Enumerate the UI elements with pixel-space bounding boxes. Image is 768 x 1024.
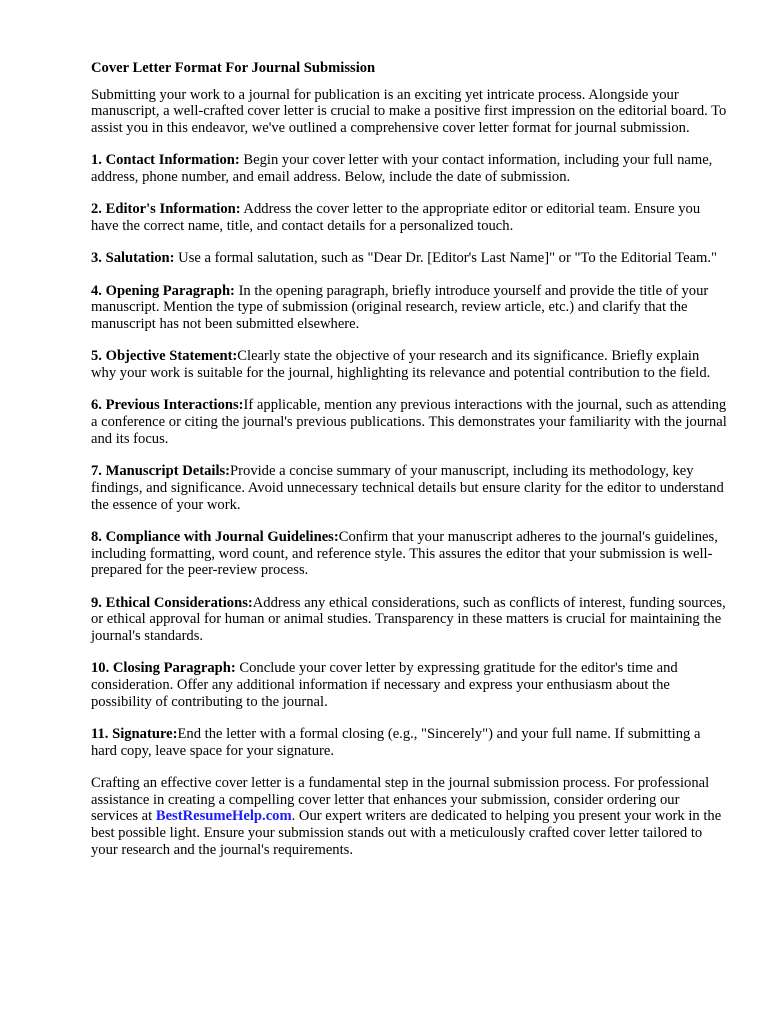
section-text: Begin your cover letter with your contact information, including your full name, address, phone number, and email address. Below, include the date of submission.	[91, 152, 713, 186]
document-page	[91, 60, 727, 874]
section-text: Address the cover letter to the appropriate editor or editorial team. Ensure you have the correct name, title, and contact details for a personalized touch.	[91, 201, 701, 235]
section-text: End the letter with a formal closing (e.g., "Sincerely") and your full name. If submitting a hard copy, leave space for your signature.	[91, 725, 701, 759]
section-editors-information	[91, 201, 727, 234]
section-label: 11. Signature:	[91, 725, 178, 742]
section-manuscript-details	[91, 463, 727, 513]
section-label: 4. Opening Paragraph:	[91, 282, 235, 299]
section-ethical-considerations	[91, 595, 727, 645]
section-text: If applicable, mention any previous interactions with the journal, such as attending a conference or citing the journal's previous publications. This demonstrates your familiarity with the journal and its focus.	[91, 397, 727, 447]
section-text: Provide a concise summary of your manuscript, including its methodology, key findings, and significance. Avoid unnecessary technical details but ensure clarity for the editor to understand the essence of your work.	[91, 463, 724, 513]
section-label: 5. Objective Statement:	[91, 348, 238, 365]
section-label: 6. Previous Interactions:	[91, 397, 244, 414]
section-opening-paragraph	[91, 283, 727, 333]
section-label: 3. Salutation:	[91, 250, 175, 267]
intro-paragraph: Submitting your work to a journal for publication is an exciting yet intricate process. Alongside your manuscript, a well-crafted cover letter is crucial to make a positive first impression on the editorial board. To assist you in this endeavor, we've outlined a comprehensive cover letter format for journal submission.	[91, 86, 727, 137]
closing-text-before-link: Crafting an effective cover letter is a fundamental step in the journal submission process. For professional assistance in creating a compelling cover letter that enhances your submission, consider ordering our services at	[91, 774, 710, 825]
bestresumehelp-link[interactable]: BestResumeHelp.com	[155, 808, 292, 825]
section-previous-interactions	[91, 397, 727, 447]
closing-paragraph	[91, 775, 727, 859]
section-signature	[91, 726, 727, 759]
section-text: Address any ethical considerations, such as conflicts of interest, funding sources, or ethical approval for human or animal studies. Transparency in these matters is crucial for maintaining the journal's standards.	[91, 594, 726, 644]
section-text: Clearly state the objective of your research and its significance. Briefly explain why your work is suitable for the journal, highlighting its relevance and potential contribution to the field.	[91, 348, 711, 382]
section-closing-paragraph	[91, 660, 727, 710]
section-label: 2. Editor's Information:	[91, 201, 241, 218]
section-text: Confirm that your manuscript adheres to the journal's guidelines, including formatting, word count, and reference style. This assures the editor that your submission is well-prepared for the peer-review process.	[91, 528, 718, 579]
section-label: 8. Compliance with Journal Guidelines:	[91, 528, 339, 545]
section-text: Use a formal salutation, such as "Dear Dr. [Editor's Last Name]" or "To the Editorial Team."	[174, 250, 718, 267]
section-label: 7. Manuscript Details:	[91, 463, 231, 480]
section-contact-information	[91, 152, 727, 185]
section-text: Conclude your cover letter by expressing gratitude for the editor's time and consideration. Offer any additional information if necessary and express your enthusiasm about the possibility of contributing to the journal.	[91, 660, 678, 710]
section-compliance-guidelines	[91, 529, 727, 579]
document-title: Cover Letter Format For Journal Submission	[91, 60, 376, 76]
section-objective-statement	[91, 348, 727, 381]
section-label: 9. Ethical Considerations:	[91, 594, 253, 611]
section-salutation	[91, 250, 727, 267]
section-label: 1. Contact Information:	[91, 152, 240, 169]
section-text: In the opening paragraph, briefly introduce yourself and provide the title of your manuscript. Mention the type of submission (original research, review article, etc.) and clarify that the manuscript has not been submitted elsewhere.	[91, 282, 709, 333]
closing-text-after-link: . Our expert writers are dedicated to helping you present your work in the best possible light. Ensure your submission stands out with a meticulously crafted cover letter tailored to your research and the journal's requirements.	[91, 808, 722, 858]
section-label: 10. Closing Paragraph:	[91, 660, 236, 677]
